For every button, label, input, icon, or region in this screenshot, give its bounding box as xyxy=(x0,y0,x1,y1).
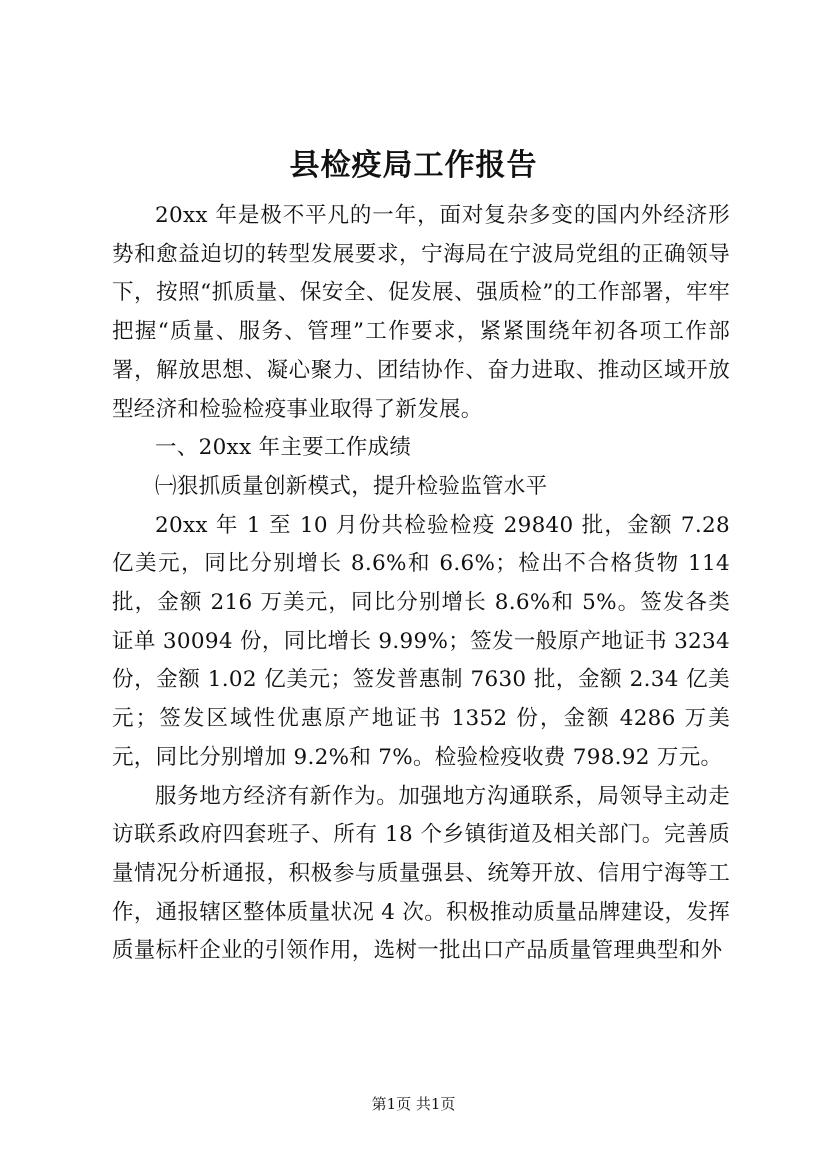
document-body xyxy=(112,197,730,971)
document-title: 县检疫局工作报告 xyxy=(289,148,538,183)
paragraph-services: 服务地方经济有新作为。加强地方沟通联系，局领导主动走访联系政府四套班子、所有 18 个乡镇街道及相关部门。完善质量情况分析通报，积极参与质量强县、统筹开放、信用宁海等工作，通报辖区整体质量状况 4 次。积极推动质量品牌建设，发挥质量标杆企业的引领作用，选树一批出口产品质量管理典型和外 xyxy=(112,783,730,964)
page-footer: 第1页 共1页 xyxy=(371,1095,456,1113)
paragraph-intro: 20xx 年是极不平凡的一年，面对复杂多变的国内外经济形势和愈益迫切的转型发展要求，宁海局在宁波局党组的正确领导下，按照“抓质量、保安全、促发展、强质检”的工作部署，牢牢把握“质量、服务、管理”工作要求，紧紧围绕年初各项工作部署，解放思想、凝心聚力、团结协作、奋力进取、推动区域开放型经济和检验检疫事业取得了新发展。 xyxy=(112,203,730,422)
paragraph-statistics: 20xx 年 1 至 10 月份共检验检疫 29840 批，金额 7.28 亿美元，同比分别增长 8.6%和 6.6%；检出不合格货物 114 批，金额 216 万美元，同比分别增长 8.6%和 5%。签发各类证单 30094 份，同比增长 9.99%；签发一般原产地证书 3234 份，金额 1.02 亿美元；签发普惠制 7630 批，金额 2.34 亿美元；签发区域性优惠原产地证书 1352 份，金额 4286 万美元，同比分别增加 9.2%和 7%。检验检疫收费 798.92 万元。 xyxy=(112,512,730,770)
section-heading: 一、20xx 年主要工作成绩 xyxy=(155,435,412,461)
subsection-heading: ㈠狠抓质量创新模式，提升检验监管水平 xyxy=(155,473,548,499)
